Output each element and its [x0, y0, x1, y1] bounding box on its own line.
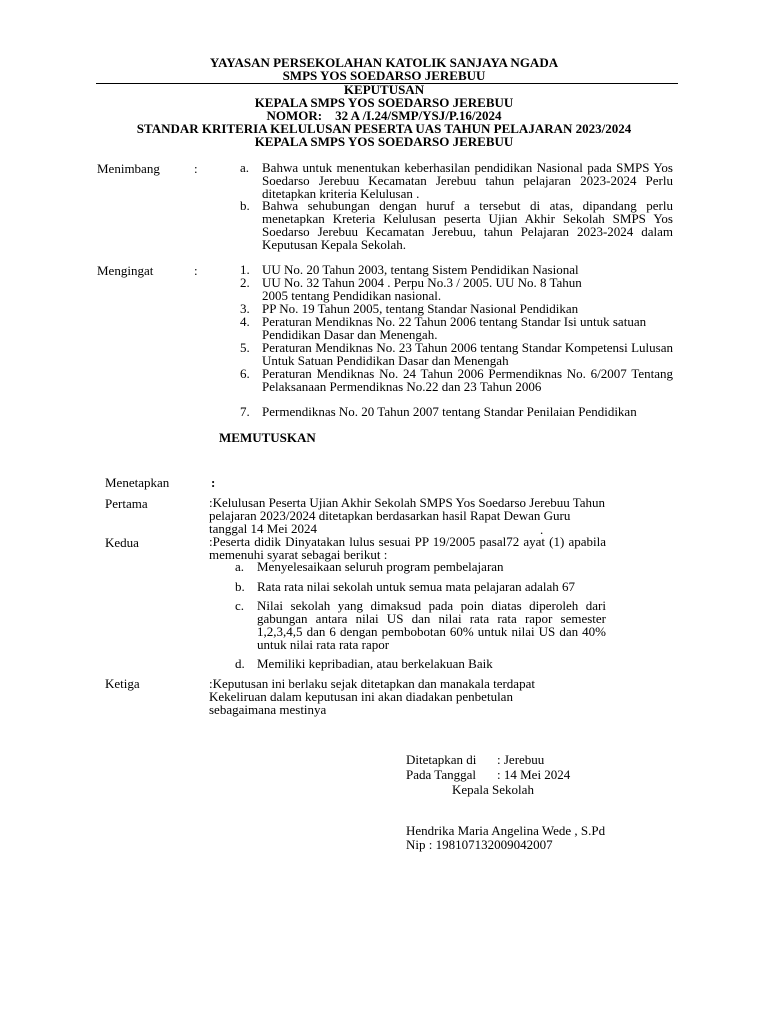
nomor-value: 32 A /I.24/SMP/YSJ/P.16/2024	[335, 108, 502, 123]
issuer-title: KEPALA SMPS YOS SOEDARSO JEREBUU	[254, 95, 514, 110]
mengingat-marker-7: 7.	[240, 404, 250, 419]
mengingat-marker-6: 6.	[240, 366, 250, 381]
kedua-marker-c: c.	[235, 598, 245, 613]
kedua-label: Kedua	[105, 535, 139, 550]
menimbang-item-a: Bahwa untuk menentukan keberhasilan pendidikan Nasional pada SMPS Yos Soedarso Jerebuu Kecamatan Jerebuu tahun pelajaran 2023-2024 Perlu ditetapkan kriteria Kelulusan .	[262, 160, 673, 201]
signatory-position: Kepala Sekolah	[452, 782, 534, 797]
mengingat-marker-2: 2.	[240, 275, 250, 290]
ketiga-line-3: sebagaimana mestinya	[209, 702, 327, 717]
kedua-item-d: Memiliki kepribadian, atau berkelakuan Baik	[257, 656, 493, 671]
menimbang-label: Menimbang	[97, 161, 160, 176]
mengingat-item-5: Peraturan Mendiknas No. 23 Tahun 2006 tentang Standar Kompetensi Lulusan Untuk Satuan Pendidikan Dasar dan Menengah	[262, 340, 673, 368]
mengingat-item-6: Peraturan Mendiknas No. 24 Tahun 2006 Permendiknas No. 6/2007 Tentang Pelaksanaan Permendiknas No.22 dan 23 Tahun 2006	[262, 366, 673, 394]
menimbang-marker-b: b.	[240, 198, 250, 213]
issuer-title-2: KEPALA SMPS YOS SOEDARSO JEREBUU	[254, 134, 514, 149]
signatory-nip: Nip : 198107132009042007	[406, 837, 553, 852]
ditetapkan-label: Ditetapkan di	[406, 752, 477, 767]
mengingat-label: Mengingat	[97, 263, 154, 278]
mengingat-item-4: Peraturan Mendiknas No. 22 Tahun 2006 tentang Standar Isi untuk satuan Pendidikan Dasar dan Menengah.	[262, 314, 647, 342]
menetapkan-colon: :	[211, 475, 216, 490]
tanggal-label: Pada Tanggal	[406, 767, 476, 782]
kedua-item-b: Rata rata nilai sekolah untuk semua mata pelajaran adalah 67	[257, 579, 576, 594]
menetapkan-label: Menetapkan	[105, 475, 170, 490]
kedua-marker-a: a.	[235, 559, 245, 574]
pertama-trailing-dot: .	[540, 522, 544, 537]
pertama-text: :Kelulusan Peserta Ujian Akhir Sekolah SMPS Yos Soedarso Jerebuu Tahun pelajaran 2023/2024 ditetapkan berdasarkan hasil Rapat Dewan Guru tanggal 14 Mei 2024	[209, 495, 606, 536]
nomor-label: NOMOR:	[266, 108, 323, 123]
mengingat-item-3: PP No. 19 Tahun 2005, tentang Standar Nasional Pendidikan	[262, 301, 579, 316]
mengingat-marker-5: 5.	[240, 340, 250, 355]
mengingat-marker-3: 3.	[240, 301, 250, 316]
menimbang-colon: :	[194, 161, 198, 176]
mengingat-colon: :	[194, 263, 198, 278]
ketiga-line-1: :Keputusan ini berlaku sejak ditetapkan dan manakala terdapat	[209, 676, 535, 691]
mengingat-item-2: UU No. 32 Tahun 2004 . Perpu No.3 / 2005. UU No. 8 Tahun 2005 tentang Pendidikan nasional.	[262, 275, 582, 303]
pertama-label: Pertama	[105, 496, 148, 511]
kedua-marker-d: d.	[235, 656, 245, 671]
signatory-name: Hendrika Maria Angelina Wede , S.Pd	[406, 823, 606, 838]
mengingat-marker-4: 4.	[240, 314, 250, 329]
kedua-text: :Peserta didik Dinyatakan lulus sesuai PP 19/2005 pasal72 ayat (1) apabila memenuhi syarat sebagai berikut :	[209, 534, 606, 562]
ketiga-line-2: Kekeliruan dalam keputusan ini akan diadakan penbetulan	[209, 689, 513, 704]
mengingat-item-1: UU No. 20 Tahun 2003, tentang Sistem Pendidikan Nasional	[262, 262, 579, 277]
foundation-name: YAYASAN PERSEKOLAHAN KATOLIK SANJAYA NGADA	[209, 55, 559, 70]
school-name: SMPS YOS SOEDARSO JEREBUU	[282, 68, 486, 83]
tanggal-value: : 14 Mei 2024	[497, 767, 571, 782]
decision-subject: STANDAR KRITERIA KELULUSAN PESERTA UAS TAHUN PELAJARAN 2023/2024	[136, 121, 632, 136]
mengingat-marker-1: 1.	[240, 262, 250, 277]
menimbang-item-b: Bahwa sehubungan dengan huruf a tersebut di atas, dipandang perlu menetapkan Kreteria Kelulusan peserta Ujian Akhir Sekolah SMPS Yos Soedarso Jerebuu Kecamatan Jerebuu, tahun Pelajaran 2023-2024 dalam Keputusan Kepala Sekolah.	[262, 198, 673, 252]
ditetapkan-value: : Jerebuu	[497, 752, 545, 767]
memutuskan-heading: MEMUTUSKAN	[219, 430, 316, 445]
kedua-item-a: Menyelesaikaan seluruh program pembelajaran	[257, 559, 504, 574]
document-type: KEPUTUSAN	[343, 82, 425, 97]
menimbang-marker-a: a.	[240, 160, 250, 175]
kedua-marker-b: b.	[235, 579, 245, 594]
kedua-item-c: Nilai sekolah yang dimaksud pada poin diatas diperoleh dari gabungan antara nilai US dan nilai rata rata rapor semester 1,2,3,4,5 dan 6 dengan pembobotan 60% untuk nilai US dan 40% untuk nilai rata rata rapor	[257, 598, 606, 652]
mengingat-item-7: Permendiknas No. 20 Tahun 2007 tentang Standar Penilaian Pendidikan	[262, 404, 637, 419]
ketiga-label: Ketiga	[105, 676, 140, 691]
